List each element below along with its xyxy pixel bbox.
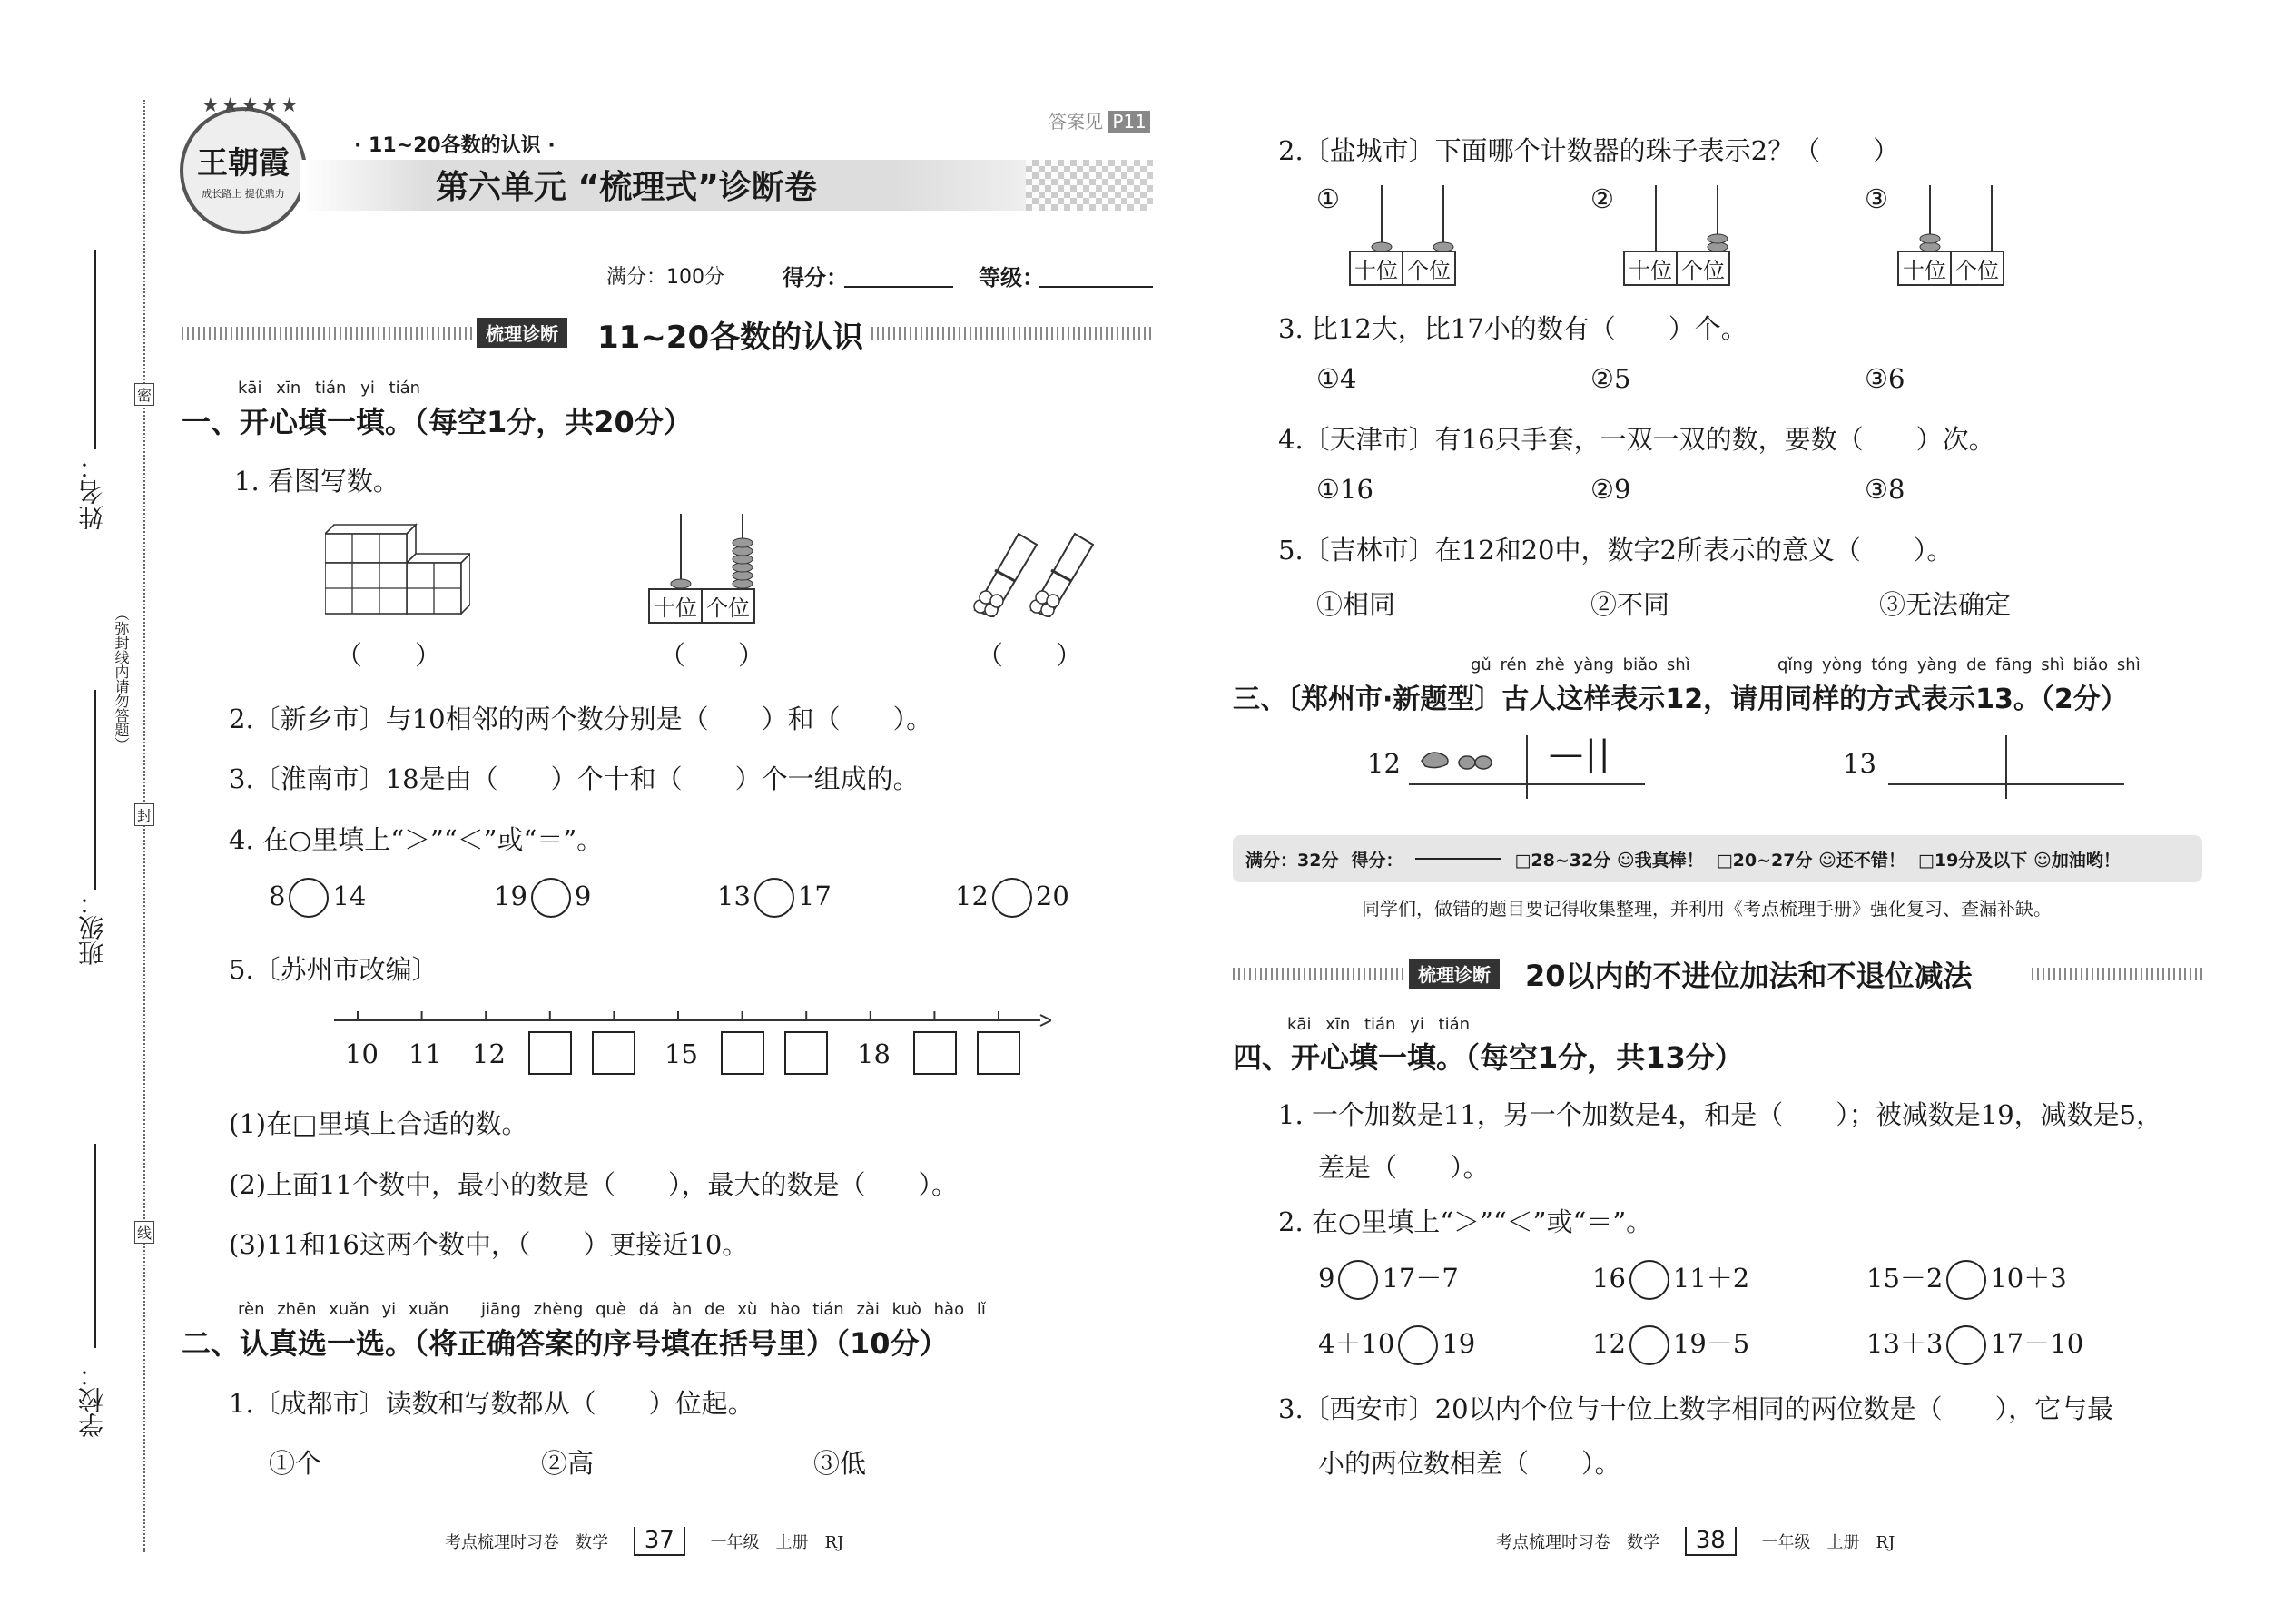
s4-q1-line1: 1. 一个加数是11，另一个加数是4，和是（ ）；被减数是19，减数是5，	[1278, 1099, 2163, 1130]
class-label: 班级：	[77, 890, 107, 966]
score-bar-full: 满分：32分	[1245, 850, 1339, 871]
nl-label-10: 10	[345, 1038, 379, 1069]
r-q5-opt-3[interactable]: ③无法确定	[1879, 589, 2012, 620]
logo-name: 王朝霞	[197, 145, 290, 182]
s3-pinyin-a: gǔ rén zhè yàng biǎo shì	[1471, 655, 1690, 674]
smile-icon: ☺	[2033, 850, 2052, 871]
counter-ones-label: 个位	[1681, 258, 1725, 283]
r-q3-opt-3[interactable]: ③6	[1865, 363, 1905, 394]
s2-pinyin-b: jiāng zhèng què dá àn de xù hào tián zài kuò hào lǐ	[481, 1300, 986, 1319]
r-q3-text: 3. 比12大，比17小的数有（ ）个。	[1278, 313, 1748, 344]
name-line[interactable]	[94, 250, 96, 449]
q2-text: 2.〔新乡市〕与10相邻的两个数分别是（ ）和（ ）。	[229, 704, 933, 734]
seal-note: （弥封线内请勿答题）	[113, 606, 130, 752]
cubes-figure	[325, 521, 470, 615]
compare-circle[interactable]	[1338, 1260, 1378, 1300]
s1-title: 一、开心填一填。（每空1分，共20分）	[182, 405, 693, 439]
compare-circle[interactable]	[289, 878, 329, 918]
compare-circle[interactable]	[531, 878, 571, 918]
r-q2-label-1[interactable]: ①	[1316, 183, 1340, 214]
s3-number-12: 12	[1367, 748, 1401, 779]
section-title-right: 20以内的不进位加法和不退位减法	[1525, 959, 1973, 993]
ancient-12-mark: —||	[1549, 733, 1612, 773]
name-label: 姓名：	[77, 454, 107, 530]
section-hatch-left-b	[871, 327, 1153, 340]
nl-label-12: 12	[472, 1038, 506, 1069]
logo-sub: 成长路上 提优鼎力	[202, 188, 285, 200]
unit-subtitle: · 11~20各数的认识 ·	[354, 134, 556, 157]
nl-label-15: 15	[665, 1038, 698, 1069]
s4-q2-text: 2. 在○里填上“＞”“＜”或“＝”。	[1278, 1206, 1653, 1237]
counter-ones-label: 个位	[706, 595, 750, 621]
footer-left-text: 考点梳理时习卷 数学	[445, 1533, 608, 1552]
compare-circle[interactable]	[1946, 1260, 1986, 1300]
s4-q1-line2: 差是（ ）。	[1318, 1152, 1490, 1183]
s2-title: 二、认真选一选。（将正确答案的序号填在括号里）（10分）	[182, 1326, 949, 1361]
r-q4-text: 4.〔天津市〕有16只手套，一双一双的数，要数（ ）次。	[1278, 424, 1995, 455]
score-bar-blank[interactable]	[1415, 858, 1501, 860]
s2-q1-text: 1.〔成都市〕读数和写数都从（ ）位起。	[229, 1388, 754, 1419]
nl-box-17[interactable]	[784, 1031, 828, 1075]
q4-compare-1: 8 14	[269, 878, 366, 918]
q1-answer-1[interactable]: （ ）	[336, 640, 442, 671]
compare-circle[interactable]	[1629, 1260, 1669, 1300]
s2-q1-opt-3[interactable]: ③低	[813, 1448, 867, 1479]
smile-icon: ☺	[1616, 850, 1635, 871]
q5-part2: (2)上面11个数中，最小的数是（ ），最大的数是（ ）。	[229, 1169, 958, 1200]
score-bar-score: 得分：	[1351, 850, 1403, 871]
s3-pinyin-b: qǐng yòng tóng yàng de fāng shì biǎo shì	[1777, 655, 2141, 674]
footer-right-grade: 一年级 上册 RJ	[1761, 1533, 1895, 1552]
q5-part3: (3)11和16这两个数中，（ ）更接近10。	[229, 1229, 749, 1260]
q1-answer-2[interactable]: （ ）	[659, 640, 765, 671]
logo-badge	[180, 107, 307, 234]
s4-compare-4: 4＋10 19	[1318, 1324, 1475, 1365]
score-label: 得分：	[783, 265, 848, 290]
q4-text: 4. 在○里填上“＞”“＜”或“＝”。	[229, 824, 604, 855]
compare-circle[interactable]	[1398, 1325, 1438, 1365]
logo-stars: ★★★★★	[202, 94, 300, 117]
section-hatch-right-a	[1233, 968, 1405, 980]
section-title: 11~20各数的认识	[597, 320, 864, 356]
footer-right-page: 38	[1685, 1527, 1737, 1556]
class-line[interactable]	[94, 690, 96, 890]
q1-answer-3[interactable]: （ ）	[977, 640, 1083, 671]
counter-tens-label: 十位	[1899, 252, 1952, 284]
counter-tens-label: 十位	[1625, 252, 1678, 284]
r-q2-text: 2.〔盐城市〕下面哪个计数器的珠子表示2？（ ）	[1278, 135, 1900, 166]
full-score: 满分：100分	[606, 266, 724, 289]
section-hatch-left-a	[182, 327, 472, 340]
q4-compare-2: 19 9	[494, 878, 591, 918]
section-tag: 梳理诊断	[477, 318, 567, 348]
nl-box-20[interactable]	[977, 1031, 1020, 1075]
school-line[interactable]	[94, 1144, 96, 1348]
counter-tens-label: 十位	[1351, 252, 1403, 284]
s3-title: 三、〔郑州市·新题型〕古人这样表示12，请用同样的方式表示13。（2分）	[1233, 684, 2128, 715]
r-q2-label-3[interactable]: ③	[1865, 183, 1888, 214]
s2-q1-opt-2[interactable]: ②高	[541, 1448, 595, 1479]
grade-label: 等级：	[979, 265, 1044, 290]
s4-q3-line2: 小的两位数相差（ ）。	[1318, 1448, 1621, 1479]
section-tag-right: 梳理诊断	[1409, 959, 1500, 989]
r-q4-opt-2[interactable]: ②9	[1590, 474, 1631, 505]
r-q4-opt-1[interactable]: ①16	[1316, 474, 1373, 505]
school-label: 学校：	[77, 1362, 107, 1438]
nl-label-18: 18	[857, 1038, 891, 1069]
r-q2-label-2[interactable]: ②	[1590, 183, 1614, 214]
footer-left-grade: 一年级 上册 RJ	[710, 1533, 844, 1552]
compare-circle[interactable]	[992, 878, 1032, 918]
r-counter-1-labels	[1349, 251, 1456, 286]
seal-xian: 线	[134, 1221, 154, 1244]
section-hatch-right-b	[2032, 968, 2202, 980]
smile-icon: ☺	[1818, 850, 1836, 871]
r-counter-3-labels	[1897, 251, 2004, 286]
ancient-13-answer[interactable]	[1888, 726, 2124, 799]
seal-mi: 密	[134, 383, 154, 406]
q3-text: 3.〔淮南市〕18是由（ ）个十和（ ）个一组成的。	[229, 763, 920, 794]
score-option-2[interactable]: □20~27分 ☺还不错！	[1716, 850, 1905, 871]
tip-text: 同学们，做错的题目要记得收集整理，并利用《考点梳理手册》强化复习、查漏补缺。	[1362, 898, 2052, 920]
r-q3-opt-1[interactable]: ①4	[1316, 363, 1357, 394]
seal-feng: 封	[134, 803, 154, 826]
counter-labels-1	[648, 588, 755, 624]
footer-right	[1496, 1527, 1895, 1554]
s4-compare-6: 13＋3 17－10	[1866, 1324, 2083, 1365]
r-q5-opt-1[interactable]: ①相同	[1316, 589, 1396, 620]
s2-pinyin-a: rèn zhēn xuǎn yi xuǎn	[238, 1300, 449, 1319]
compare-circle[interactable]	[1946, 1325, 1986, 1365]
score-bar	[1233, 835, 2202, 882]
nl-box-14[interactable]	[592, 1031, 635, 1075]
r-q3-opt-2[interactable]: ②5	[1590, 363, 1631, 394]
nl-box-13[interactable]	[528, 1031, 572, 1075]
sticks-figure	[968, 527, 1104, 617]
counter-ones-label: 个位	[1407, 258, 1451, 283]
s4-compare-3: 15－2 10＋3	[1866, 1258, 2067, 1300]
answer-ref: 答案见 P11	[1049, 107, 1150, 133]
binding-line	[143, 100, 145, 1552]
page-title: 第六单元 “梳理式”诊断卷	[436, 169, 817, 206]
nl-box-19[interactable]	[913, 1031, 957, 1075]
s4-compare-1: 9 17－7	[1318, 1258, 1459, 1300]
q4-compare-4: 12 20	[955, 878, 1069, 918]
score-option-1[interactable]: □28~32分 ☺我真棒！	[1514, 850, 1704, 871]
compare-circle[interactable]	[754, 878, 794, 918]
s3-number-13: 13	[1843, 748, 1876, 779]
r-q5-text: 5.〔吉林市〕在12和20中，数字2所表示的意义（ ）。	[1278, 535, 1954, 566]
s4-pinyin: kāi xīn tián yi tián	[1287, 1015, 1471, 1034]
q5-text: 5.〔苏州市改编〕	[229, 954, 438, 985]
s4-q3-line1: 3.〔西安市〕20以内个位与十位上数字相同的两位数是（ ），它与最	[1278, 1393, 2114, 1424]
q1-text: 1. 看图写数。	[234, 466, 399, 497]
title-checker	[1026, 160, 1153, 211]
grade-blank[interactable]	[1039, 286, 1153, 288]
footer-left	[445, 1527, 843, 1554]
s2-q1-opt-1[interactable]: ①个	[269, 1448, 322, 1479]
nl-box-16[interactable]	[721, 1031, 764, 1075]
r-q4-opt-3[interactable]: ③8	[1865, 474, 1905, 505]
q5-part1: (1)在□里填上合适的数。	[229, 1108, 528, 1139]
score-blank[interactable]	[844, 286, 953, 288]
counter-ones-label: 个位	[1955, 258, 1999, 283]
s4-compare-2: 16 11＋2	[1592, 1258, 1749, 1300]
r-q5-opt-2[interactable]: ②不同	[1590, 589, 1670, 620]
nl-label-11: 11	[409, 1038, 442, 1069]
compare-circle[interactable]	[1629, 1325, 1669, 1365]
footer-right-text: 考点梳理时习卷 数学	[1496, 1533, 1659, 1552]
counter-tens-label: 十位	[650, 590, 703, 622]
s4-title: 四、开心填一填。（每空1分，共13分）	[1233, 1040, 1744, 1075]
q4-compare-3: 13 17	[717, 878, 832, 918]
score-option-3[interactable]: □19分及以下 ☺加油哟！	[1917, 850, 2121, 871]
answer-page: P11	[1108, 111, 1150, 133]
s4-compare-5: 12 19－5	[1592, 1324, 1749, 1365]
footer-left-page: 37	[634, 1527, 685, 1556]
r-counter-2-labels	[1623, 251, 1730, 286]
s1-pinyin: kāi xīn tián yi tián	[238, 379, 421, 398]
